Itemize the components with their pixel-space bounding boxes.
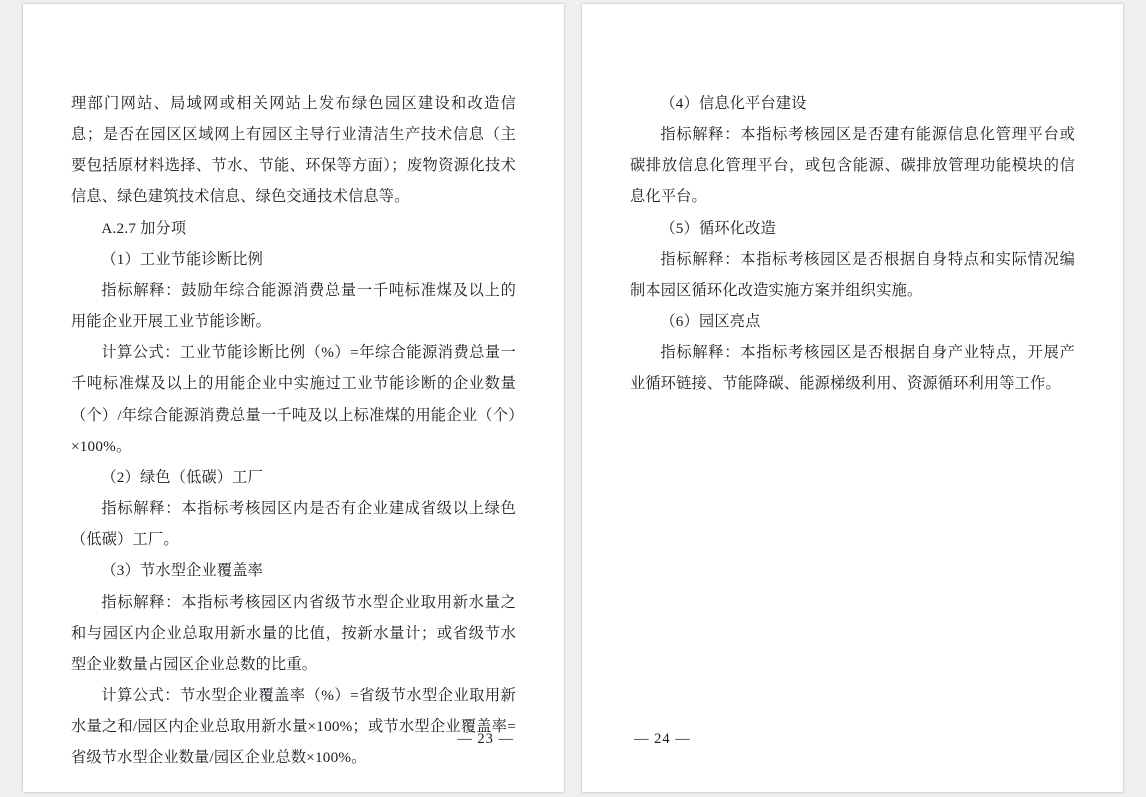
paragraph: 理部门网站、局域网或相关网站上发布绿色园区建设和改造信息；是否在园区区域网上有园区主导行业清洁生产技术信息（主要包括原材料选择、节水、节能、环保等方面）；废物资源化技术信息、绿色建筑技术信息、绿色交通技术信息等。 <box>71 95 516 206</box>
page-right-body <box>630 88 1075 400</box>
paragraph: （1）工业节能诊断比例 <box>101 250 264 268</box>
paragraph: （2）绿色（低碳）工厂 <box>101 468 264 486</box>
paragraph: 计算公式：节水型企业覆盖率（%）=省级节水型企业取用新水量之和/园区内企业总取用新水量×100%；或节水型企业覆盖率=省级节水型企业数量/园区企业总数×100%。 <box>71 686 516 767</box>
paragraph: 指标解释：本指标考核园区是否建有能源信息化管理平台或碳排放信息化管理平台，或包含能源、碳排放管理功能模块的信息化平台。 <box>630 126 1075 206</box>
section-heading: A.2.7 加分项 <box>101 219 187 237</box>
paragraph: （4）信息化平台建设 <box>660 95 807 112</box>
page-number: — 24 — <box>634 731 691 747</box>
paragraph: 指标解释：本指标考核园区内省级节水型企业取用新水量之和与园区内企业总取用新水量的比值，按新水量计；或省级节水型企业数量占园区企业总数的比重。 <box>71 593 516 673</box>
paragraph: 指标解释：本指标考核园区内是否有企业建成省级以上绿色（低碳）工厂。 <box>71 500 516 549</box>
paragraph: 指标解释：鼓励年综合能源消费总量一千吨标准煤及以上的用能企业开展工业节能诊断。 <box>71 281 516 331</box>
page-left-body <box>71 88 516 773</box>
paragraph: （6）园区亮点 <box>660 313 761 331</box>
paragraph: （3）节水型企业覆盖率 <box>101 562 264 580</box>
document-page-right <box>582 4 1123 792</box>
paragraph: 计算公式：工业节能诊断比例（%）=年综合能源消费总量一千吨标准煤及以上的用能企业中实施过工业节能诊断的企业数量（个）/年综合能源消费总量一千吨及以上标准煤的用能企业（个）×100%。 <box>71 344 516 455</box>
paragraph: （5）循环化改造 <box>660 219 776 237</box>
paragraph: 指标解释：本指标考核园区是否根据自身产业特点，开展产业循环链接、节能降碳、能源梯级利用、资源循环利用等工作。 <box>630 344 1075 393</box>
paragraph: 指标解释：本指标考核园区是否根据自身特点和实际情况编制本园区循环化改造实施方案并组织实施。 <box>630 250 1075 299</box>
document-page-left <box>23 4 564 792</box>
page-number: — 23 — <box>457 731 514 747</box>
